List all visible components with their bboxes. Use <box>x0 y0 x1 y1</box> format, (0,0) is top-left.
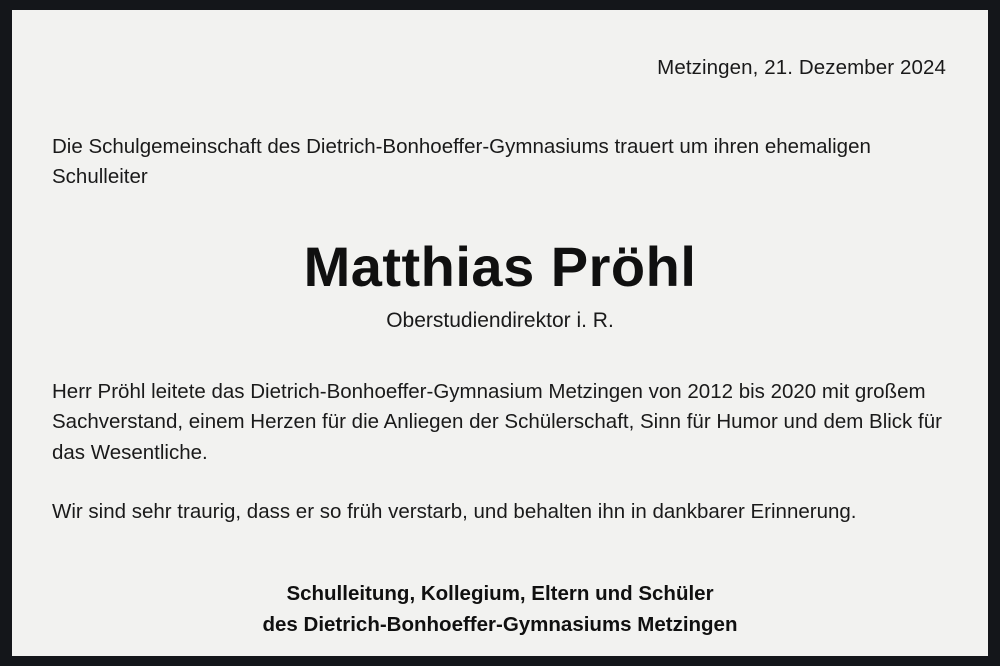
signature-line-1: Schulleitung, Kollegium, Eltern und Schüler <box>286 582 714 606</box>
obituary-notice-card <box>12 10 988 656</box>
deceased-title: Oberstudiendirektor i. R. <box>386 309 614 333</box>
intro-text: Die Schulgemeinschaft des Dietrich-Bonhoeffer-Gymnasiums trauert um ihren ehemaligen Schulleiter <box>52 135 871 189</box>
tribute-paragraph-2: Wir sind sehr traurig, dass er so früh verstarb, und behalten ihn in dankbarer Erinnerung. <box>52 500 857 524</box>
obituary-content <box>12 10 988 656</box>
deceased-name: Matthias Pröhl <box>303 235 697 299</box>
signature-line-2: des Dietrich-Bonhoeffer-Gymnasiums Metzingen <box>262 613 738 637</box>
dateline: Metzingen, 21. Dezember 2024 <box>657 56 946 79</box>
deceased-block <box>52 235 948 333</box>
signature-block <box>52 579 948 641</box>
tribute-paragraph-1: Herr Pröhl leitete das Dietrich-Bonhoeffer-Gymnasium Metzingen von 2012 bis 2020 mit großem Sachverstand, einem Herzen für die Anliegen der Schülerschaft, Sinn für Humor und dem Blick für das Wesentliche. <box>52 380 942 464</box>
